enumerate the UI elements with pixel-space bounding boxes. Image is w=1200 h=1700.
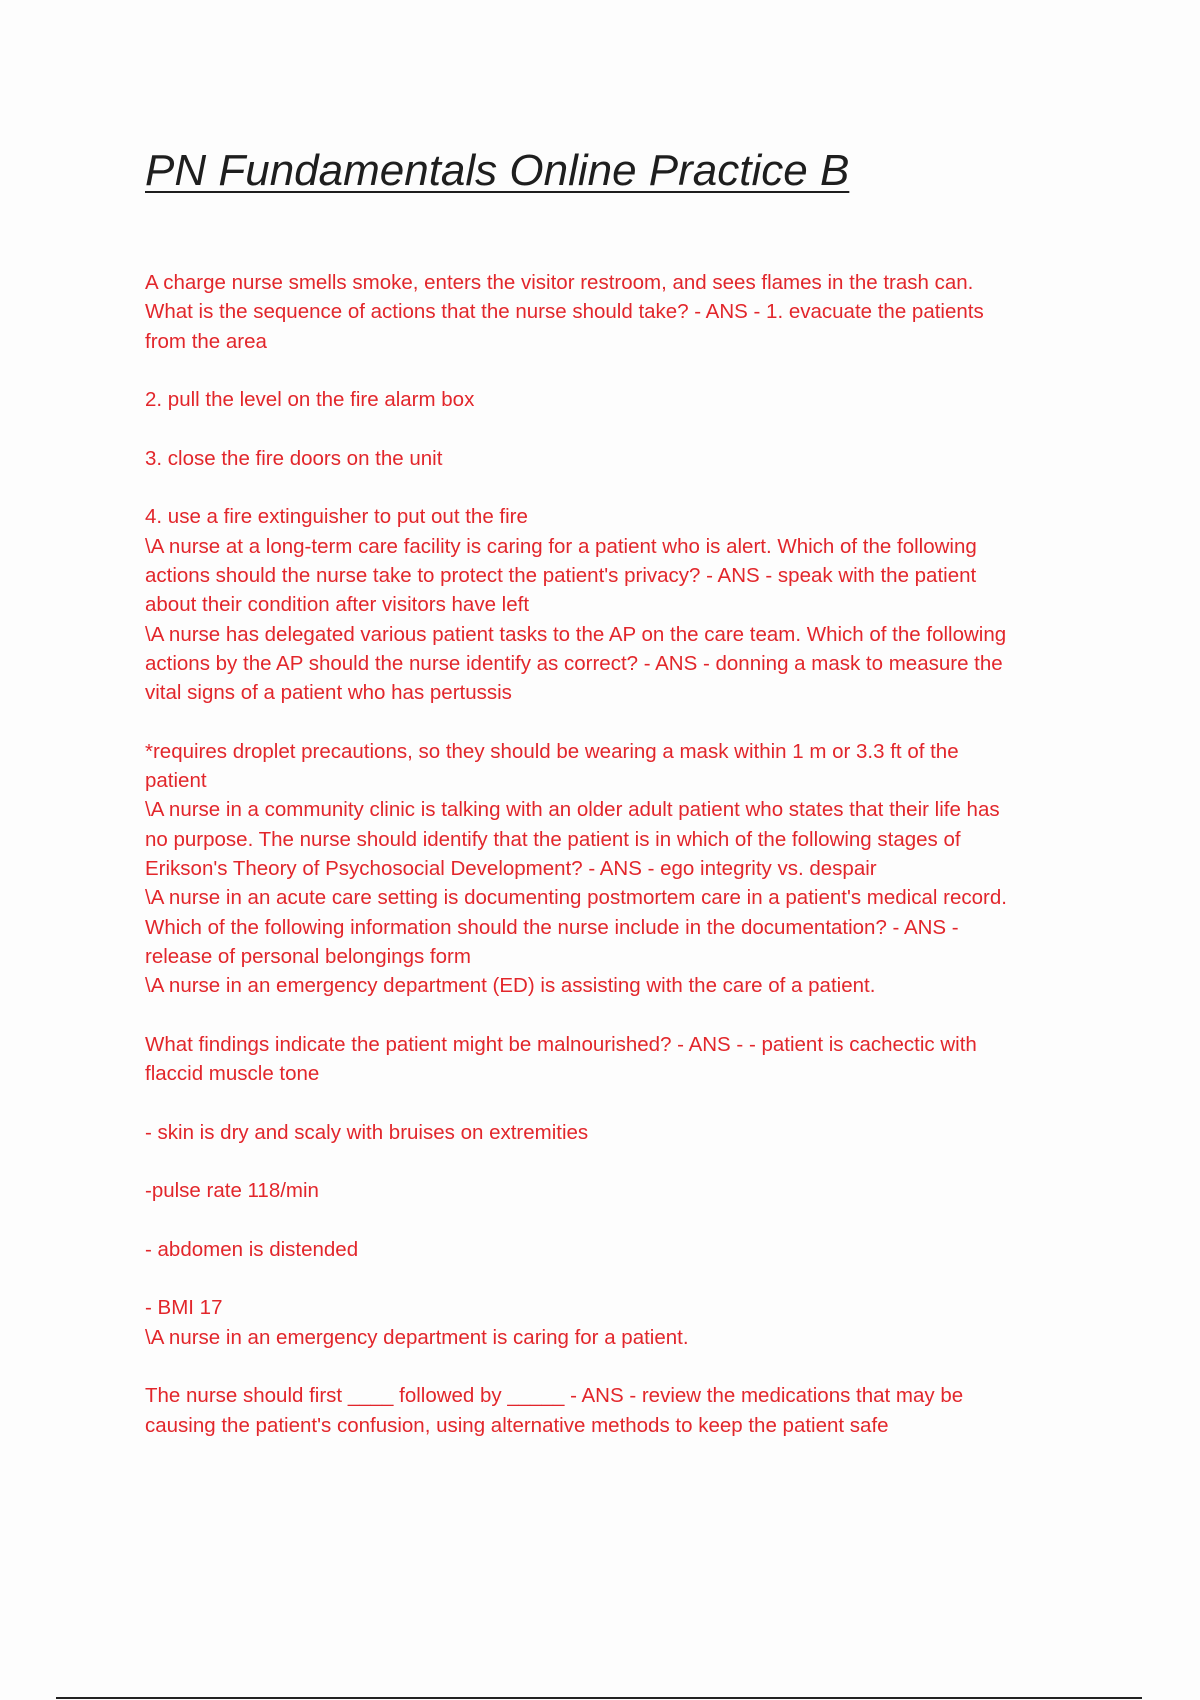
paragraph-gap	[145, 1206, 1080, 1235]
paragraph-bmi-ed: - BMI 17 \A nurse in an emergency department is caring for a patient.	[145, 1296, 689, 1349]
paragraph-gap	[145, 473, 1080, 502]
paragraph-skin: - skin is dry and scaly with bruises on extremities	[145, 1120, 589, 1144]
document-title: PN Fundamentals Online Practice B	[145, 146, 850, 195]
paragraph-gap	[145, 707, 1080, 736]
paragraph-pulse: -pulse rate 118/min	[145, 1179, 319, 1203]
paragraph-gap	[145, 414, 1080, 443]
paragraph-malnourished: What findings indicate the patient might be malnourished? - ANS - - patient is cachectic with flaccid muscle tone	[145, 1032, 977, 1086]
paragraph-gap	[145, 1000, 1080, 1029]
bottom-rule	[56, 1697, 1142, 1699]
paragraph-gap	[145, 1088, 1080, 1117]
paragraph-step-4-privacy-delegation: 4. use a fire extinguisher to put out the fire \A nurse at a long-term care facility is caring for a patient who is alert. Which of the following actions should the nurse take to protect the patient's privacy? - ANS - speak with the patient about their condition after visitors have left \A nurse has delegated various patient tasks to the AP on the care team. Which of the following actions by the AP should the nurse identify as correct? - ANS - donning a mask to measure the vital signs of a patient who has pertussis	[145, 505, 1007, 705]
paragraph-confusion: The nurse should first ____ followed by _____ - ANS - review the medications that may be causing the patient's confusion, using alternative methods to keep the patient safe	[145, 1384, 964, 1437]
paragraph-droplet-erikson-postmortem: *requires droplet precautions, so they should be wearing a mask within 1 m or 3.3 ft of the patient \A nurse in a community clinic is talking with an older adult patient who states that their life has no purpose. The nurse should identify that the patient is in which of the following stages of Erikson's Theory of Psychosocial Development? - ANS - ego integrity vs. despair \A nurse in an acute care setting is documenting postmortem care in a patient's medical record. Which of the following information should the nurse include in the documentation? - ANS - release of personal belongings form \A nurse in an emergency department (ED) is assisting with the care of a patient.	[145, 739, 1007, 998]
paragraph-step-2: 2. pull the level on the fire alarm box	[145, 388, 475, 412]
paragraph-gap	[145, 1147, 1080, 1176]
paragraph-abdomen: - abdomen is distended	[145, 1237, 359, 1261]
paragraph-gap	[145, 356, 1080, 385]
paragraph-step-3: 3. close the fire doors on the unit	[145, 446, 443, 470]
paragraph-gap	[145, 1352, 1080, 1381]
paragraph-gap	[145, 1264, 1080, 1293]
document-body	[145, 268, 1080, 1440]
paragraph-fire-sequence: A charge nurse smells smoke, enters the visitor restroom, and sees flames in the trash can. What is the sequence of actions that the nurse should take? - ANS - 1. evacuate the patients from the area	[145, 271, 984, 353]
